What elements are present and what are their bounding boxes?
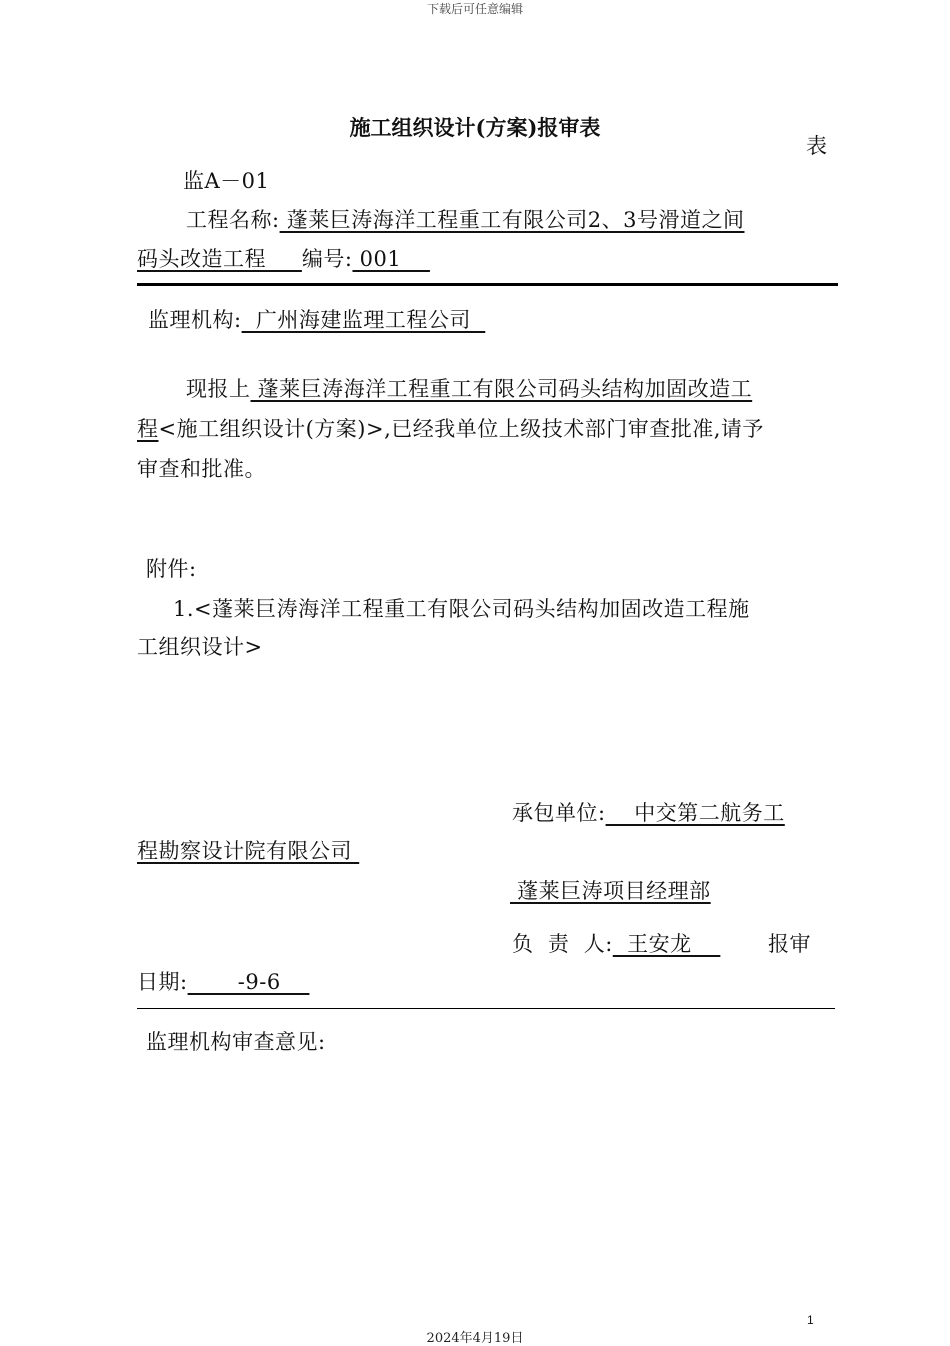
review-label: 监理机构审查意见: — [146, 1030, 326, 1054]
report-rest: <施工组织设计(方案)>,已经我单位上级技术部门审查批准,请予 — [158, 417, 764, 441]
project-label: 工程名称: — [186, 208, 280, 232]
page-number: 1 — [807, 1313, 814, 1327]
report-line2 — [137, 413, 764, 443]
contractor-line2 — [137, 835, 359, 865]
contractor-label: 承包单位: — [512, 801, 606, 825]
contractor-value: 中交第二航务工 — [605, 801, 785, 825]
divider-thin — [137, 1008, 835, 1009]
supervisor-value: 广州海建监理工程公司 — [241, 308, 486, 332]
divider-thick — [137, 283, 838, 286]
report-date-line — [137, 966, 309, 996]
responsible-label: 负 责 人: — [512, 932, 613, 956]
number-label: 编号: — [301, 247, 353, 271]
table-mark: 表 — [806, 134, 827, 158]
attachment-item-line2: 工组织设计> — [137, 635, 263, 659]
project-name-line2 — [137, 243, 430, 273]
report-date-label-a: 报审 — [768, 932, 811, 956]
report-subject: 蓬莱巨涛海洋工程重工有限公司码头结构加固改造工 — [250, 377, 753, 401]
report-subject-cont: 程 — [137, 417, 159, 441]
report-line3: 审查和批准。 — [137, 457, 266, 481]
footer-date: 2024年4月19日 — [426, 1331, 524, 1346]
report-prefix: 现报上 — [186, 377, 251, 401]
contractor-value-cont: 程勘察设计院有限公司 — [137, 839, 360, 863]
report-line1 — [186, 373, 752, 403]
attachment-item-line1: 1.<蓬莱巨涛海洋工程重工有限公司码头结构加固改造工程施 — [173, 597, 750, 621]
supervisor-label: 监理机构: — [148, 308, 242, 332]
project-name-value: 蓬莱巨涛海洋工程重工有限公司2、3号滑道之间 — [279, 208, 745, 232]
attachment-label: 附件: — [146, 557, 197, 581]
responsible-value: 王安龙 — [612, 932, 721, 956]
contractor-line1 — [512, 797, 785, 827]
project-name-value-cont: 码头改造工程 — [137, 247, 302, 271]
contractor-dept-value: 蓬莱巨涛项目经理部 — [510, 879, 711, 903]
report-date-label-b: 日期: — [137, 970, 188, 994]
number-value: 001 — [352, 247, 430, 271]
report-date-value: -9-6 — [187, 970, 310, 994]
download-note: 下载后可任意编辑 — [426, 2, 523, 16]
supervisor-line — [148, 304, 485, 334]
page-title: 施工组织设计(方案)报审表 — [349, 115, 601, 140]
contractor-dept — [510, 875, 711, 905]
project-name-line1 — [186, 204, 744, 234]
form-code: 监A－01 — [183, 169, 270, 193]
responsible-line — [512, 928, 720, 958]
